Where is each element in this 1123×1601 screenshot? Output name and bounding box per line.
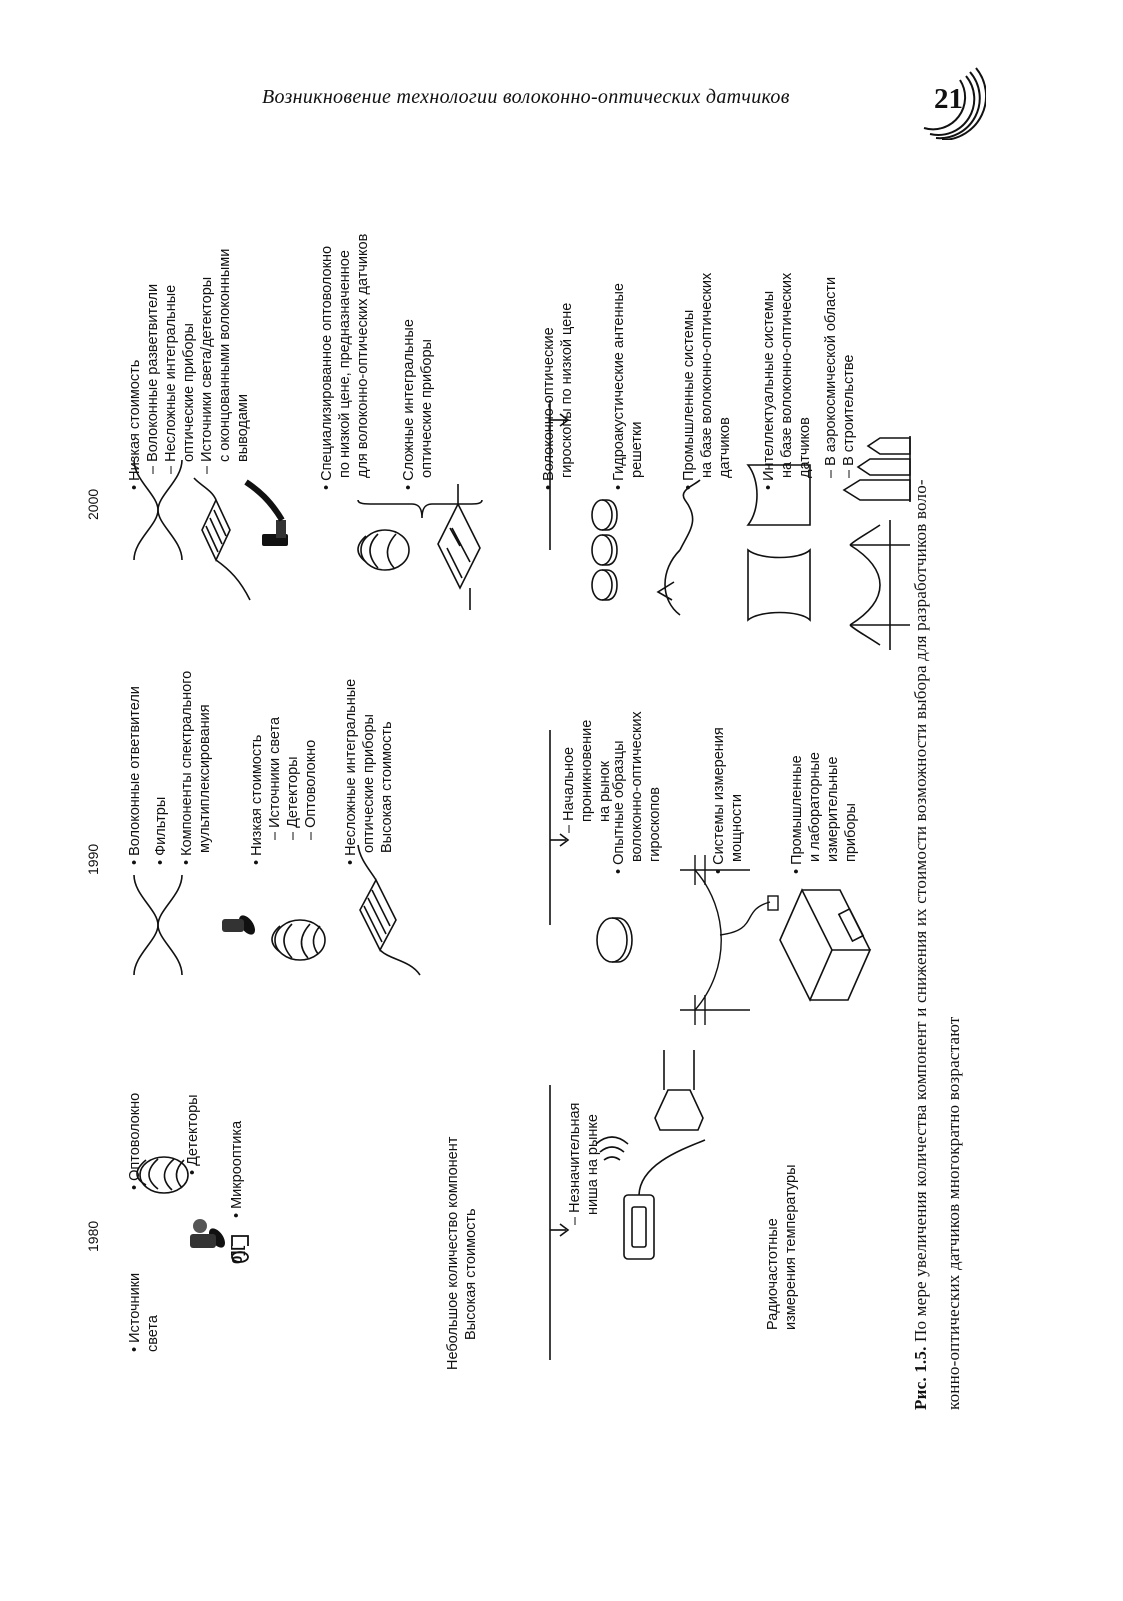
light-source-icon-1990	[222, 913, 258, 938]
app-2000-smart-2: на базе волоконно-оптических	[779, 272, 795, 478]
market-1980-line2: ниша на рынке	[585, 1114, 601, 1215]
figure-caption-label: Рис. 1.5.	[911, 1346, 930, 1410]
comp-2000-a-5: – Источники света/детекторы	[199, 276, 215, 474]
rf-temperature-icon-1980	[596, 1050, 705, 1259]
running-title: Возникновение технологии волоконно-оптических датчиков	[262, 86, 790, 108]
app-1990-instr-1: • Промышленные	[789, 755, 805, 874]
power-line-icon-1990	[680, 855, 778, 1025]
light-source-icon-1980	[190, 1219, 228, 1250]
comp-1990-c-2: оптические приборы	[361, 714, 377, 853]
market-1990-3: на рынок	[597, 760, 613, 822]
app-1980-line2: измерения температуры	[783, 1164, 799, 1330]
bridge-icon-2000	[850, 520, 910, 650]
comp-1990-a-2: • Фильтры	[153, 796, 169, 865]
comp-2000-b-1: • Специализированное оптоволокно	[319, 245, 335, 490]
year-2000: 2000	[85, 488, 101, 520]
app-2000-industrial-1: • Промышленные системы	[681, 309, 697, 490]
comp-1990-a-4: мультиплексирования	[197, 704, 213, 853]
comp-2000-a-6: с оконцованными волоконными	[217, 248, 233, 462]
app-1980-line1: Радиочастотные	[765, 1218, 781, 1330]
app-1990-instr-2: и лабораторные	[807, 752, 823, 862]
comp-1990-a-3: • Компоненты спектрального	[179, 670, 195, 865]
label-light-sources-1: • Источники	[127, 1272, 143, 1352]
comp-2000-a-7: выводами	[235, 393, 251, 462]
app-2000-industrial-3: датчиков	[717, 417, 733, 478]
comp-2000-b-2: по низкой цене, предназначенное	[337, 250, 353, 478]
label-detectors-1980: • Детекторы	[185, 1094, 201, 1175]
app-2000-gyro-1: • Волоконно-оптические	[541, 327, 557, 490]
integrated-optics-icon-2000	[194, 478, 250, 600]
complex-optics-chip-icon-2000	[438, 484, 480, 610]
lab-instrument-icon-1990	[780, 890, 870, 1000]
comp-1990-b-1: • Низкая стоимость	[249, 734, 265, 865]
market-1980-line1: – Незначительная	[567, 1102, 583, 1225]
gyro-coil-icon-1990	[597, 918, 632, 962]
figure-caption-line1	[905, 479, 937, 1410]
app-1990-gyro-1: • Опытные образцы	[611, 740, 627, 874]
comp-2000-c-1: • Сложные интегральные	[401, 319, 417, 490]
app-2000-gyro-2: гироскопы по низкой цене	[559, 302, 575, 478]
figure-rotated	[85, 130, 980, 1430]
figure-caption-text1: По мере увеличения количества компонент и снижения их стоимости возможности выбора для разработчиков воло-	[911, 479, 930, 1343]
year-1980: 1980	[85, 1220, 101, 1252]
figure-caption-line2: конно-оптических датчиков многократно возрастают	[944, 1016, 963, 1410]
comp-1990-c-1: • Несложные интегральные	[343, 678, 359, 865]
comp-1990-b-4: – Оптоволокно	[303, 739, 319, 840]
app-2000-aerospace: – В аэрокосмической области	[823, 276, 839, 478]
label-micro-optics-1980: • Микрооптика	[229, 1120, 245, 1218]
comp-2000-a-3: – Несложные интегральные	[163, 284, 179, 474]
comp-2000-b-3: для волоконно-оптических датчиков	[355, 233, 371, 478]
app-1990-instr-3: измерительные	[825, 756, 841, 862]
app-2000-hydro-2: решетки	[629, 421, 645, 478]
app-2000-industrial-2: на базе волоконно-оптических	[699, 272, 715, 478]
integrated-optics-icon-1990	[358, 845, 420, 975]
app-1990-gyro-2: волоконно-оптических	[629, 711, 645, 862]
summary-1980-line2: Высокая стоимость	[463, 1208, 479, 1340]
label-micro-optics-symbol: 0][	[229, 1245, 246, 1264]
app-1990-power-2: мощности	[729, 793, 745, 862]
summary-1980-line1: Небольшое количество компонент	[445, 1136, 461, 1370]
comp-2000-c-2: оптические приборы	[419, 339, 435, 478]
comp-1990-b-2: – Источники света	[267, 716, 283, 840]
comp-1990-b-3: – Детекторы	[285, 756, 301, 840]
gyro-coils-icon-2000	[592, 500, 617, 600]
year-1990: 1990	[85, 843, 101, 875]
app-1990-gyro-3: гироскопов	[647, 787, 663, 862]
label-fiber-1980: • Оптоволокно	[127, 1092, 143, 1190]
pigtailed-source-icon-2000	[246, 482, 288, 546]
app-1990-instr-4: приборы	[843, 803, 859, 862]
comp-2000-a-1: • Низкая стоимость	[127, 359, 143, 490]
app-2000-smart-1: • Интеллектуальные системы	[761, 290, 777, 490]
comp-1990-a-1: • Волоконные ответвители	[127, 686, 143, 865]
fiber-coupler-icon-1990	[134, 875, 182, 975]
market-1990-1: – Начальное	[561, 746, 577, 833]
comp-1990-c-3: Высокая стоимость	[379, 721, 395, 853]
app-2000-hydro-1: • Гидроакустические антенные	[611, 282, 627, 490]
app-2000-construction: – В строительстве	[841, 354, 857, 478]
hydroacoustic-array-icon-2000	[658, 480, 700, 615]
fiber-spool-icon-1990	[272, 920, 325, 960]
app-1990-power-1: • Системы измерения	[711, 727, 727, 874]
label-light-sources-2: света	[145, 1315, 161, 1352]
industrial-tower-icon-2000	[748, 465, 810, 620]
fiber-spool-icon-2000	[358, 530, 409, 570]
fiber-spool-icon-1980	[137, 1157, 188, 1193]
page-number: 21	[934, 83, 963, 115]
comp-2000-a-4: оптические приборы	[181, 323, 197, 462]
comp-2000-a-2: – Волоконные разветвители	[145, 283, 161, 474]
app-2000-smart-3: датчиков	[797, 417, 813, 478]
market-1990-2: проникновение	[579, 719, 595, 822]
